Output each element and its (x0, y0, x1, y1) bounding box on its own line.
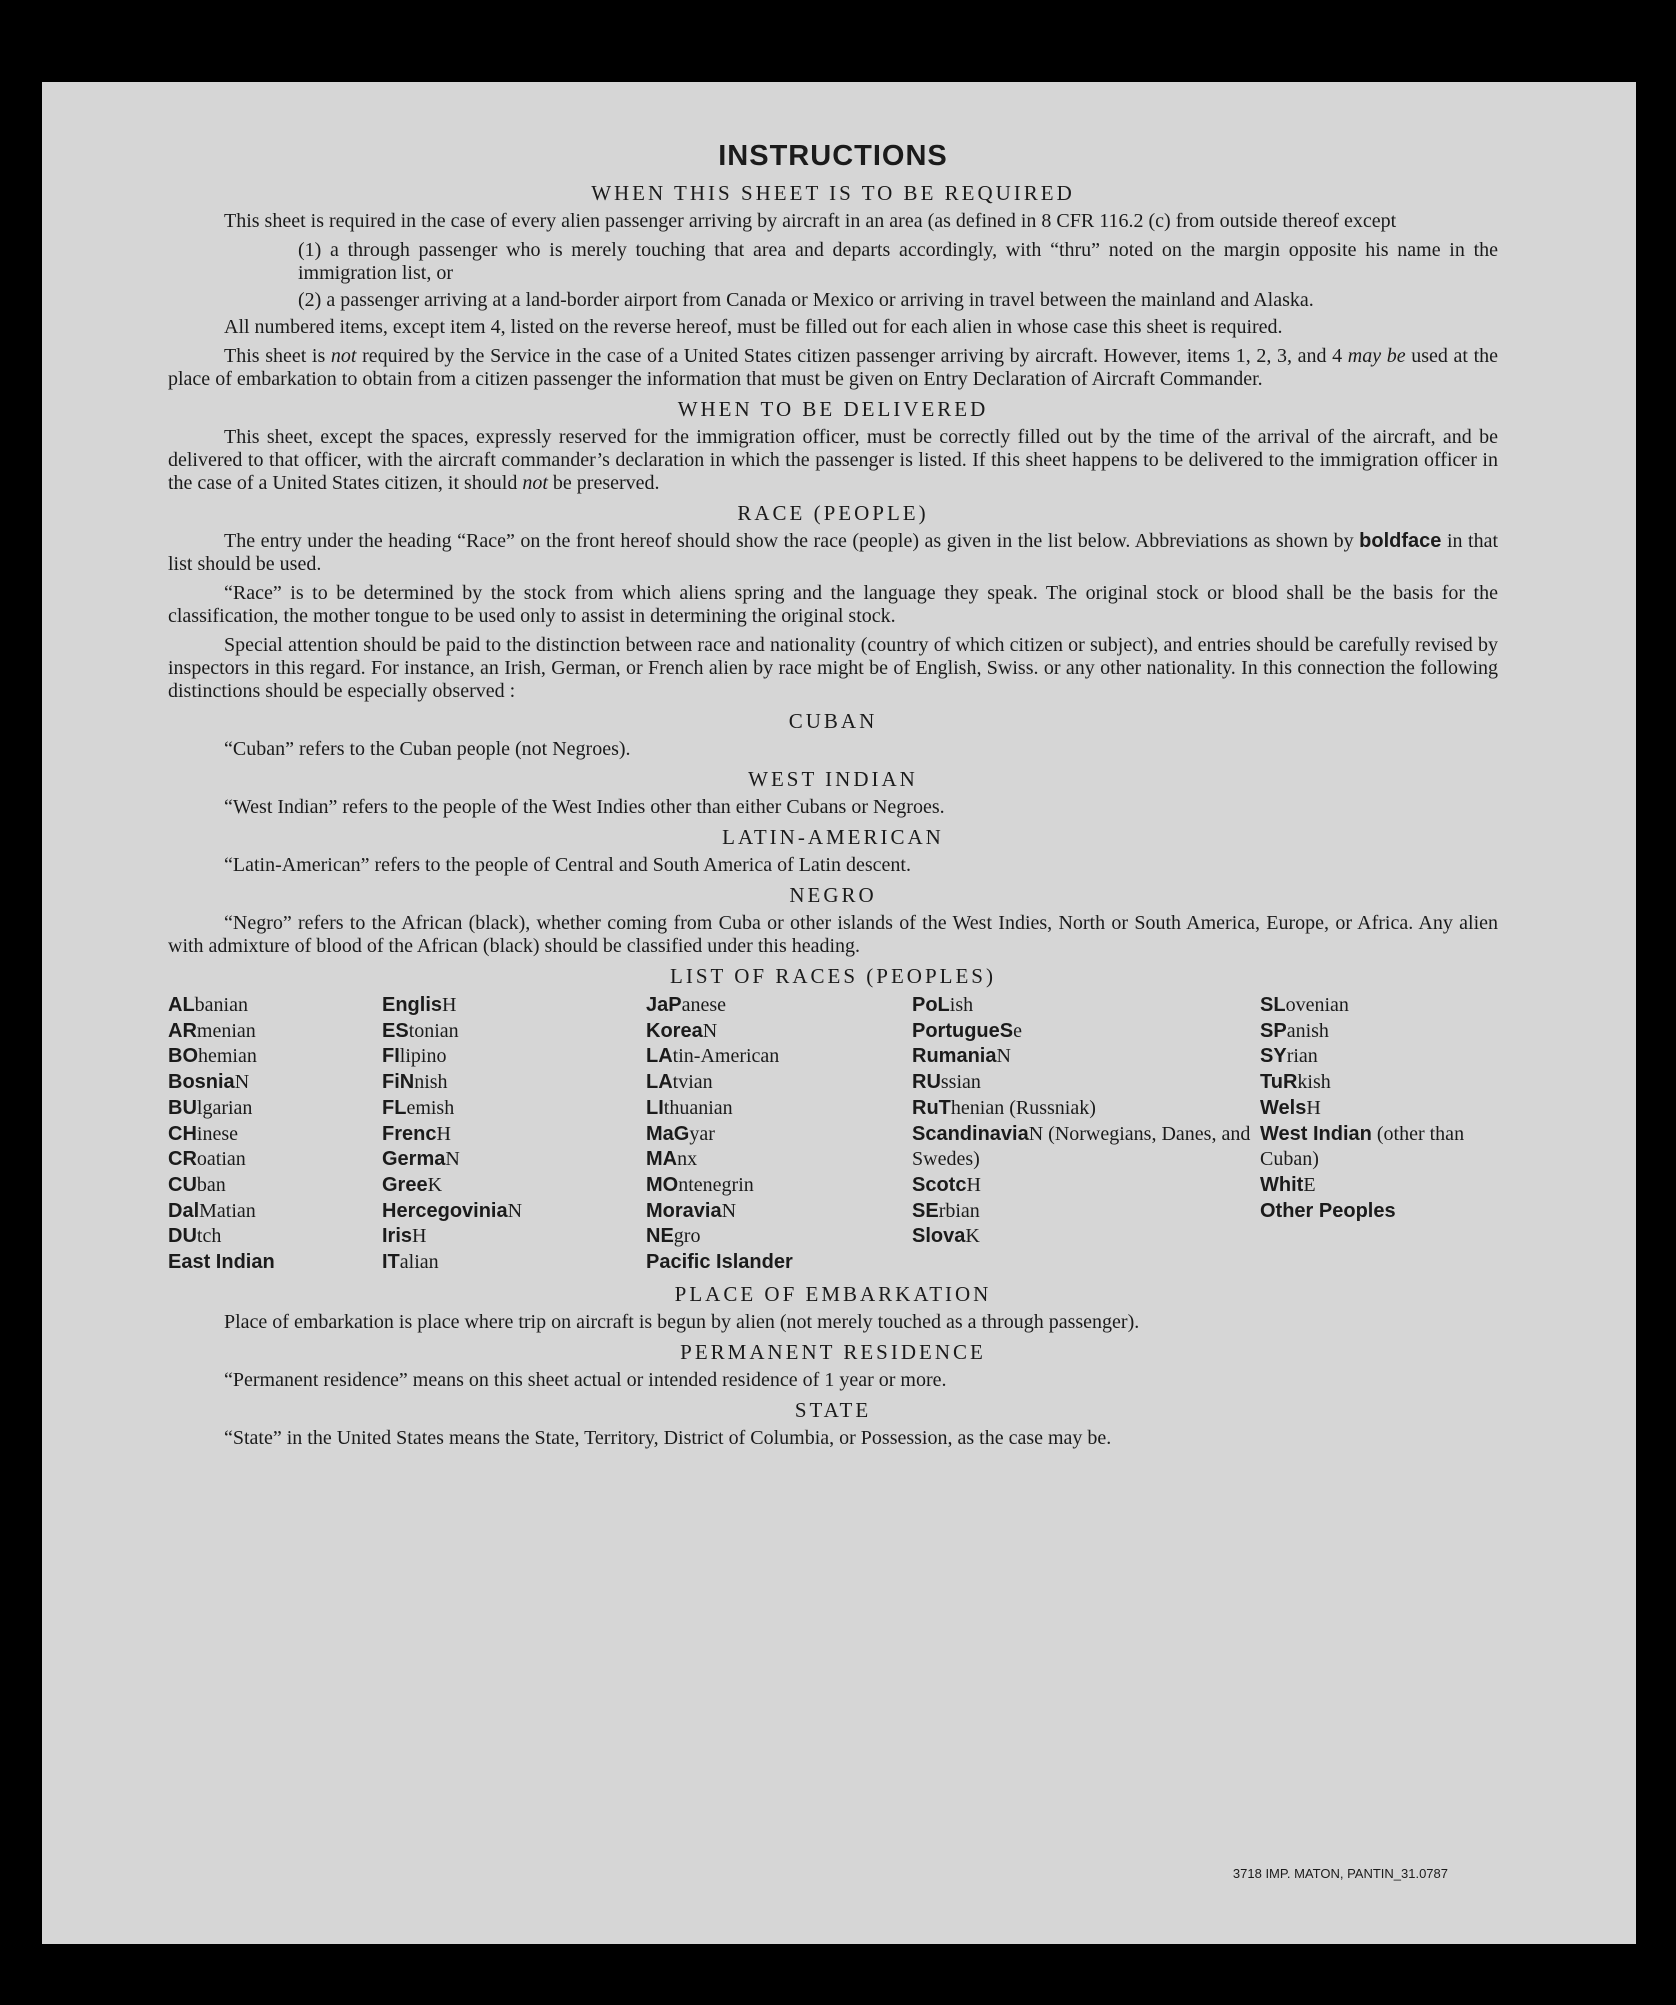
race-rest: ish (949, 994, 974, 1016)
race-entry (912, 1044, 1260, 1070)
race-abbrev: Englis (382, 994, 443, 1016)
race-entry (1260, 1173, 1498, 1199)
race-rest: lgarian (196, 1096, 253, 1119)
race-entry (912, 1070, 1260, 1096)
race-rest: henian (Russniak) (950, 1096, 1096, 1119)
race-abbrev: NE (646, 1225, 674, 1248)
race-rest: ssian (940, 1071, 981, 1094)
para-delivered (168, 426, 1498, 495)
race-abbrev: AR (168, 1019, 197, 1042)
race-abbrev: Iris (382, 1225, 413, 1248)
para-race-entry-a: The entry under the heading “Race” on the front hereof should show the race (people) as given in the list below. Abbreviations as shown by (224, 530, 1354, 552)
race-abbrev: Gree (382, 1173, 428, 1196)
race-abbrev: Korea (646, 1019, 703, 1042)
para-race-entry-b: in that list should be used. (168, 530, 1499, 575)
race-rest: H (966, 1173, 981, 1196)
race-abbrev: East Indian (168, 1251, 275, 1274)
para-delivered-b: be preserved. (552, 472, 660, 494)
race-entry (1260, 1044, 1498, 1070)
race-rest: K (965, 1225, 980, 1248)
race-rest: ovenian (1285, 994, 1349, 1016)
heading-negro: NEGRO (789, 883, 877, 907)
race-rest: H (412, 1225, 427, 1248)
race-abbrev: RuT (912, 1096, 951, 1119)
race-entry (646, 1224, 912, 1250)
para-race-nationality: Special attention should be paid to the distinction between race and nationality (country of which citizen or subject), and entries should be carefully revised by inspectors in this regard. For instance, an Irish, German, or French alien by race might be of English, Swiss. or any other nationality. In this connection the following distinctions should be especially observed : (168, 634, 1498, 702)
race-entry (912, 1173, 1260, 1199)
race-rest: oatian (196, 1148, 246, 1171)
race-abbrev: Slova (912, 1225, 966, 1248)
race-abbrev: TuR (1260, 1071, 1298, 1094)
race-abbrev: SP (1260, 1019, 1287, 1042)
race-rest: inese (196, 1122, 238, 1145)
races-column-2 (382, 993, 646, 1276)
text-latin-american: “Latin-American” refers to the people of Central and South America of Latin descent. (224, 854, 911, 876)
race-rest: menian (196, 1019, 256, 1042)
race-abbrev: FiN (382, 1071, 415, 1094)
race-abbrev: FI (382, 1045, 400, 1068)
race-entry (168, 1224, 382, 1250)
race-abbrev: SE (912, 1199, 939, 1222)
instructions-content (168, 140, 1498, 1456)
race-rest: hemian (198, 1045, 257, 1068)
para-delivered-a: This sheet, except the spaces, expressly reserved for the immigration officer, must be correctly filled out by the time of the arrival of the aircraft, and be delivered to that officer, with the aircraft commander’s declaration in which the passenger is listed. If this sheet happens to be delivered to the immigration officer in the case of a United States citizen, it should (168, 426, 1498, 494)
race-abbrev: DU (168, 1225, 197, 1248)
race-rest: banian (194, 994, 248, 1016)
race-entry (646, 1070, 912, 1096)
race-rest: N (234, 1071, 250, 1094)
race-entry (382, 1250, 646, 1276)
race-entry (382, 1070, 646, 1096)
text-embarkation: Place of embarkation is place where trip on aircraft is begun by alien (not merely touched as a through passenger). (224, 1310, 1140, 1333)
race-rest: emish (406, 1096, 455, 1119)
race-entry (1260, 1096, 1498, 1122)
race-entry (382, 1199, 646, 1225)
race-entry (912, 1199, 1260, 1225)
race-entry (168, 1096, 382, 1122)
race-abbrev: MaG (646, 1122, 690, 1145)
race-entry (1260, 1122, 1498, 1173)
heading-when-required: WHEN THIS SHEET IS TO BE REQUIRED (591, 181, 1075, 205)
printer-imprint: 3718 IMP. MATON, PANTIN_31.0787 (1232, 1866, 1448, 1881)
race-abbrev: CH (168, 1122, 197, 1145)
race-abbrev: West Indian (1260, 1122, 1372, 1145)
race-entry (912, 1096, 1260, 1122)
race-entry (168, 1173, 382, 1199)
race-abbrev: Pacific Islander (646, 1251, 793, 1274)
race-entry (382, 1173, 646, 1199)
race-abbrev: Germa (382, 1148, 446, 1171)
para-race-boldface: boldface (1359, 530, 1442, 552)
race-entry (168, 1044, 382, 1070)
race-abbrev: IT (382, 1251, 400, 1274)
race-abbrev: Dal (168, 1199, 200, 1222)
race-abbrev: BO (168, 1045, 198, 1068)
race-abbrev: CR (168, 1148, 197, 1171)
race-rest: rbian (938, 1199, 980, 1222)
races-column-3 (646, 993, 912, 1276)
para-citizen-c: used at the place of embarkation to obtain from a citizen passenger the information that must be given on Entry Declaration of Aircraft Commander. (168, 345, 1499, 390)
race-abbrev: Scandinavia (912, 1122, 1029, 1145)
heading-west-indian: WEST INDIAN (748, 767, 918, 791)
race-entry (168, 993, 382, 1019)
race-abbrev: CU (168, 1173, 197, 1196)
race-entry (1260, 1019, 1498, 1045)
race-rest: N (721, 1199, 737, 1222)
para-delivered-not: not (522, 472, 548, 494)
heading-latin-american: LATIN-AMERICAN (722, 825, 944, 849)
race-abbrev: RU (912, 1071, 941, 1094)
races-column-5 (1260, 993, 1498, 1276)
race-entry (646, 1096, 912, 1122)
race-entry (382, 1147, 646, 1173)
heading-state: STATE (794, 1397, 872, 1422)
race-abbrev: LA (646, 1071, 673, 1094)
race-rest: N (507, 1199, 523, 1222)
race-entry (646, 1122, 912, 1148)
para-numbered-items: All numbered items, except item 4, listed on the reverse hereof, must be filled out for each alien in whose case this sheet is required. (224, 316, 1283, 338)
race-abbrev: Hercegovinia (382, 1199, 508, 1222)
para-citizen-a: This sheet is (224, 345, 326, 367)
race-entry (646, 1019, 912, 1045)
race-entry (912, 1224, 1260, 1250)
race-entry (646, 1250, 912, 1276)
race-rest: N (Norwegians, Danes, and Swedes) (912, 1122, 1251, 1171)
race-entry (168, 1070, 382, 1096)
race-abbrev: MA (646, 1148, 678, 1171)
heading-residence: PERMANENT RESIDENCE (680, 1339, 986, 1364)
race-abbrev: Rumania (912, 1045, 997, 1068)
race-entry (1260, 993, 1498, 1019)
race-entry (646, 1199, 912, 1225)
text-cuban: “Cuban” refers to the Cuban people (not Negroes). (224, 738, 631, 760)
text-state: “State” in the United States means the State, Territory, District of Columbia, or Possession, as the case may be. (224, 1426, 1112, 1449)
race-entry (912, 1122, 1260, 1173)
race-entry (382, 1044, 646, 1070)
race-entry (168, 1250, 382, 1276)
race-abbrev: Whit (1260, 1173, 1304, 1196)
race-abbrev: SL (1260, 994, 1286, 1016)
race-entry (168, 1122, 382, 1148)
page-title: INSTRUCTIONS (718, 140, 948, 172)
race-entry (168, 1199, 382, 1225)
race-rest: H (442, 994, 457, 1016)
exception-item-2: (2) a passenger arriving at a land-border airport from Canada or Mexico or arriving in travel between the mainland and Alaska. (298, 289, 1314, 311)
para-race-stock: “Race” is to be determined by the stock from which aliens spring and the language they speak. The original stock or blood shall be the basis for the classification, the mother tongue to be used only to assist in determining the original stock. (168, 582, 1498, 627)
race-rest: N (702, 1019, 718, 1042)
para-citizen-not: not (330, 345, 357, 367)
race-entry (1260, 1070, 1498, 1096)
race-abbrev: Other Peoples (1260, 1199, 1396, 1222)
race-rest: H (436, 1122, 451, 1145)
race-entry (912, 993, 1260, 1019)
para-citizen-maybe: may be (1347, 345, 1406, 367)
para-citizen-b: required by the Service in the case of a United States citizen passenger arriving by aircraft. However, items 1, 2, 3, and 4 (362, 345, 1343, 367)
race-abbrev: LA (646, 1045, 673, 1068)
race-entry (382, 1096, 646, 1122)
heading-race: RACE (PEOPLE) (737, 501, 929, 525)
exception-item-1: (1) a through passenger who is merely touching that area and departs accordingly, with “thru” noted on the margin opposite his name in the immigration list, or (298, 239, 1498, 284)
race-rest: alian (399, 1251, 439, 1274)
race-entry (168, 1019, 382, 1045)
race-rest: K (427, 1173, 443, 1196)
race-rest: thuanian (663, 1096, 733, 1119)
race-entry (382, 993, 646, 1019)
race-rest: kish (1297, 1071, 1331, 1094)
race-entry (646, 1173, 912, 1199)
race-abbrev: BU (168, 1096, 197, 1119)
race-rest: tonian (408, 1019, 459, 1042)
race-rest: H (1306, 1096, 1321, 1119)
race-abbrev: ES (382, 1019, 409, 1042)
race-rest: tvian (672, 1071, 713, 1094)
race-rest: Matian (199, 1199, 256, 1222)
race-rest: tin-American (672, 1045, 780, 1068)
race-rest: anese (681, 994, 727, 1016)
race-abbrev: MO (646, 1173, 679, 1196)
race-abbrev: Bosnia (168, 1071, 235, 1094)
race-abbrev: Wels (1260, 1096, 1307, 1119)
document-sheet (42, 82, 1636, 1944)
race-rest: anish (1286, 1019, 1329, 1042)
race-entry (1260, 1199, 1498, 1225)
race-abbrev: Frenc (382, 1122, 437, 1145)
races-column-1 (168, 993, 382, 1276)
race-rest: lipino (399, 1045, 447, 1068)
race-abbrev: Moravia (646, 1199, 722, 1222)
race-abbrev: FL (382, 1096, 407, 1119)
race-rest: gro (673, 1225, 701, 1248)
text-west-indian: “West Indian” refers to the people of the West Indies other than either Cubans or Negroes. (224, 796, 945, 818)
race-abbrev: AL (168, 994, 195, 1016)
heading-when-delivered: WHEN TO BE DELIVERED (677, 397, 989, 421)
race-rest: ban (196, 1173, 226, 1196)
para-race-entry (168, 530, 1498, 576)
race-rest: N (445, 1148, 460, 1171)
race-entry (382, 1122, 646, 1148)
race-abbrev: LI (646, 1096, 664, 1119)
race-abbrev: JaP (646, 994, 682, 1016)
race-entry (168, 1147, 382, 1173)
heading-cuban: CUBAN (788, 709, 878, 733)
race-abbrev: Scotc (912, 1173, 967, 1196)
race-rest: yar (689, 1122, 715, 1145)
race-rest: ntenegrin (678, 1173, 754, 1196)
race-abbrev: SY (1260, 1045, 1287, 1068)
race-abbrev: PoL (912, 994, 950, 1016)
race-rest: rian (1286, 1045, 1318, 1068)
race-entry (646, 1147, 912, 1173)
race-abbrev: PortugueS (912, 1019, 1014, 1042)
races-list (168, 993, 1498, 1276)
race-entry (382, 1019, 646, 1045)
race-rest: tch (196, 1225, 222, 1248)
race-entry (646, 1044, 912, 1070)
heading-embarkation: PLACE OF EMBARKATION (674, 1281, 992, 1306)
heading-list-of-races: LIST OF RACES (PEOPLES) (670, 964, 996, 988)
race-entry (912, 1019, 1260, 1045)
race-rest: nx (677, 1148, 698, 1171)
race-entry (646, 993, 912, 1019)
race-rest: nish (414, 1071, 448, 1094)
text-negro: “Negro” refers to the African (black), whether coming from Cuba or other islands of the West Indies, North or South America, Europe, or Africa. Any alien with admixture of blood of the African (black) should be classified under this heading. (168, 912, 1498, 957)
race-rest: N (996, 1045, 1011, 1068)
para-citizen (168, 345, 1498, 391)
para-required: This sheet is required in the case of every alien passenger arriving by aircraft in an area (as defined in 8 CFR 116.2 (c) from outside thereof except (224, 210, 1397, 232)
race-entry (382, 1224, 646, 1250)
races-column-4 (912, 993, 1260, 1276)
race-rest: (other than Cuban) (1260, 1122, 1465, 1171)
race-rest: E (1303, 1173, 1316, 1196)
race-rest: e (1013, 1019, 1023, 1042)
text-residence: “Permanent residence” means on this sheet actual or intended residence of 1 year or more. (224, 1368, 947, 1391)
